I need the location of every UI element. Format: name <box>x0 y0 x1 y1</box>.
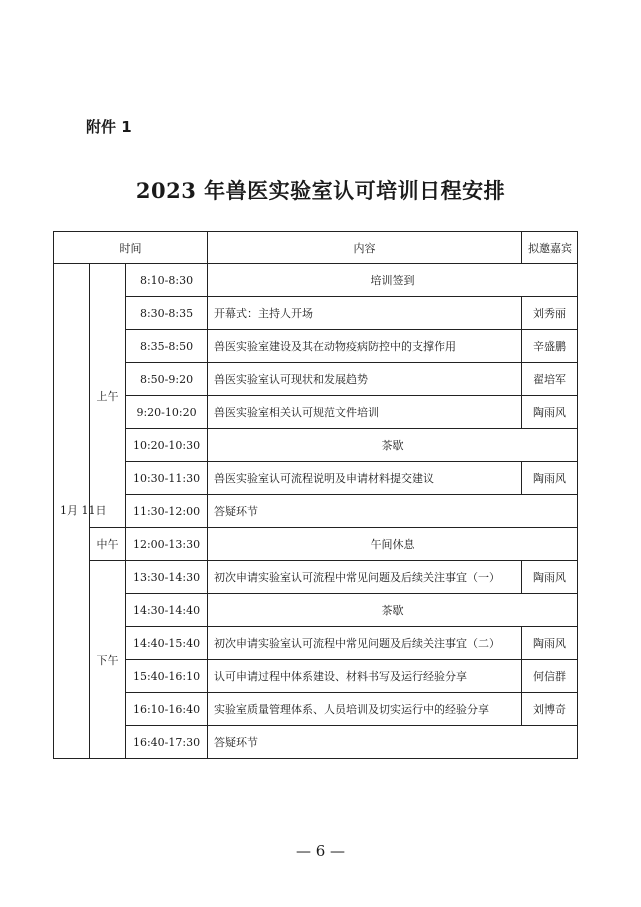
table-row <box>54 627 578 660</box>
guest-cell: 何信群 <box>522 660 578 693</box>
table-row <box>54 462 578 495</box>
time-cell: 10:20-10:30 <box>126 429 208 462</box>
period-noon: 中午 <box>90 528 126 561</box>
time-cell: 8:30-8:35 <box>126 297 208 330</box>
table-row <box>54 528 578 561</box>
content-cell: 茶歇 <box>208 594 578 627</box>
content-cell: 开幕式：主持人开场 <box>208 297 522 330</box>
content-cell: 午间休息 <box>208 528 578 561</box>
time-cell: 14:30-14:40 <box>126 594 208 627</box>
time-cell: 16:40-17:30 <box>126 726 208 759</box>
guest-cell: 陶雨风 <box>522 396 578 429</box>
table-row <box>54 264 578 297</box>
period-morning: 上午 <box>90 264 126 528</box>
content-cell: 茶歇 <box>208 429 578 462</box>
period-afternoon: 下午 <box>90 561 126 759</box>
content-cell: 培训签到 <box>208 264 578 297</box>
time-cell: 8:10-8:30 <box>126 264 208 297</box>
content-cell: 兽医实验室认可现状和发展趋势 <box>208 363 522 396</box>
page-title: 2023 年兽医实验室认可培训日程安排 <box>135 178 506 203</box>
time-cell: 8:50-9:20 <box>126 363 208 396</box>
table-row <box>54 363 578 396</box>
page-number: — 6 — <box>295 842 346 860</box>
time-cell: 15:40-16:10 <box>126 660 208 693</box>
header-time: 时间 <box>54 232 208 264</box>
guest-cell: 刘博奇 <box>522 693 578 726</box>
table-row <box>54 693 578 726</box>
guest-cell: 刘秀丽 <box>522 297 578 330</box>
table-row <box>54 495 578 528</box>
table-header-row <box>54 232 578 264</box>
table-row <box>54 561 578 594</box>
guest-cell: 翟培军 <box>522 363 578 396</box>
table-row <box>54 396 578 429</box>
table-row <box>54 297 578 330</box>
table-row <box>54 726 578 759</box>
time-cell: 11:30-12:00 <box>126 495 208 528</box>
content-cell: 兽医实验室建设及其在动物疫病防控中的支撑作用 <box>208 330 522 363</box>
date-cell: 1月 11日 <box>54 264 90 759</box>
time-cell: 13:30-14:30 <box>126 561 208 594</box>
content-cell: 实验室质量管理体系、人员培训及切实运行中的经验分享 <box>208 693 522 726</box>
time-cell: 9:20-10:20 <box>126 396 208 429</box>
table-row <box>54 594 578 627</box>
content-cell: 答疑环节 <box>208 726 578 759</box>
header-guest: 拟邀嘉宾 <box>522 232 578 264</box>
schedule-table <box>53 231 578 759</box>
time-cell: 16:10-16:40 <box>126 693 208 726</box>
guest-cell: 陶雨风 <box>522 561 578 594</box>
time-cell: 12:00-13:30 <box>126 528 208 561</box>
guest-cell: 辛盛鹏 <box>522 330 578 363</box>
time-cell: 8:35-8:50 <box>126 330 208 363</box>
content-cell: 认可申请过程中体系建设、材料书写及运行经验分享 <box>208 660 522 693</box>
table-row <box>54 660 578 693</box>
content-cell: 初次申请实验室认可流程中常见问题及后续关注事宜（一） <box>208 561 522 594</box>
content-cell: 兽医实验室相关认可规范文件培训 <box>208 396 522 429</box>
guest-cell: 陶雨风 <box>522 627 578 660</box>
time-cell: 14:40-15:40 <box>126 627 208 660</box>
table-row <box>54 429 578 462</box>
time-cell: 10:30-11:30 <box>126 462 208 495</box>
content-cell: 答疑环节 <box>208 495 578 528</box>
content-cell: 兽医实验室认可流程说明及申请材料提交建议 <box>208 462 522 495</box>
header-content: 内容 <box>208 232 522 264</box>
guest-cell: 陶雨风 <box>522 462 578 495</box>
attachment-label: 附件 1 <box>86 118 132 136</box>
table-row <box>54 330 578 363</box>
content-cell: 初次申请实验室认可流程中常见问题及后续关注事宜（二） <box>208 627 522 660</box>
